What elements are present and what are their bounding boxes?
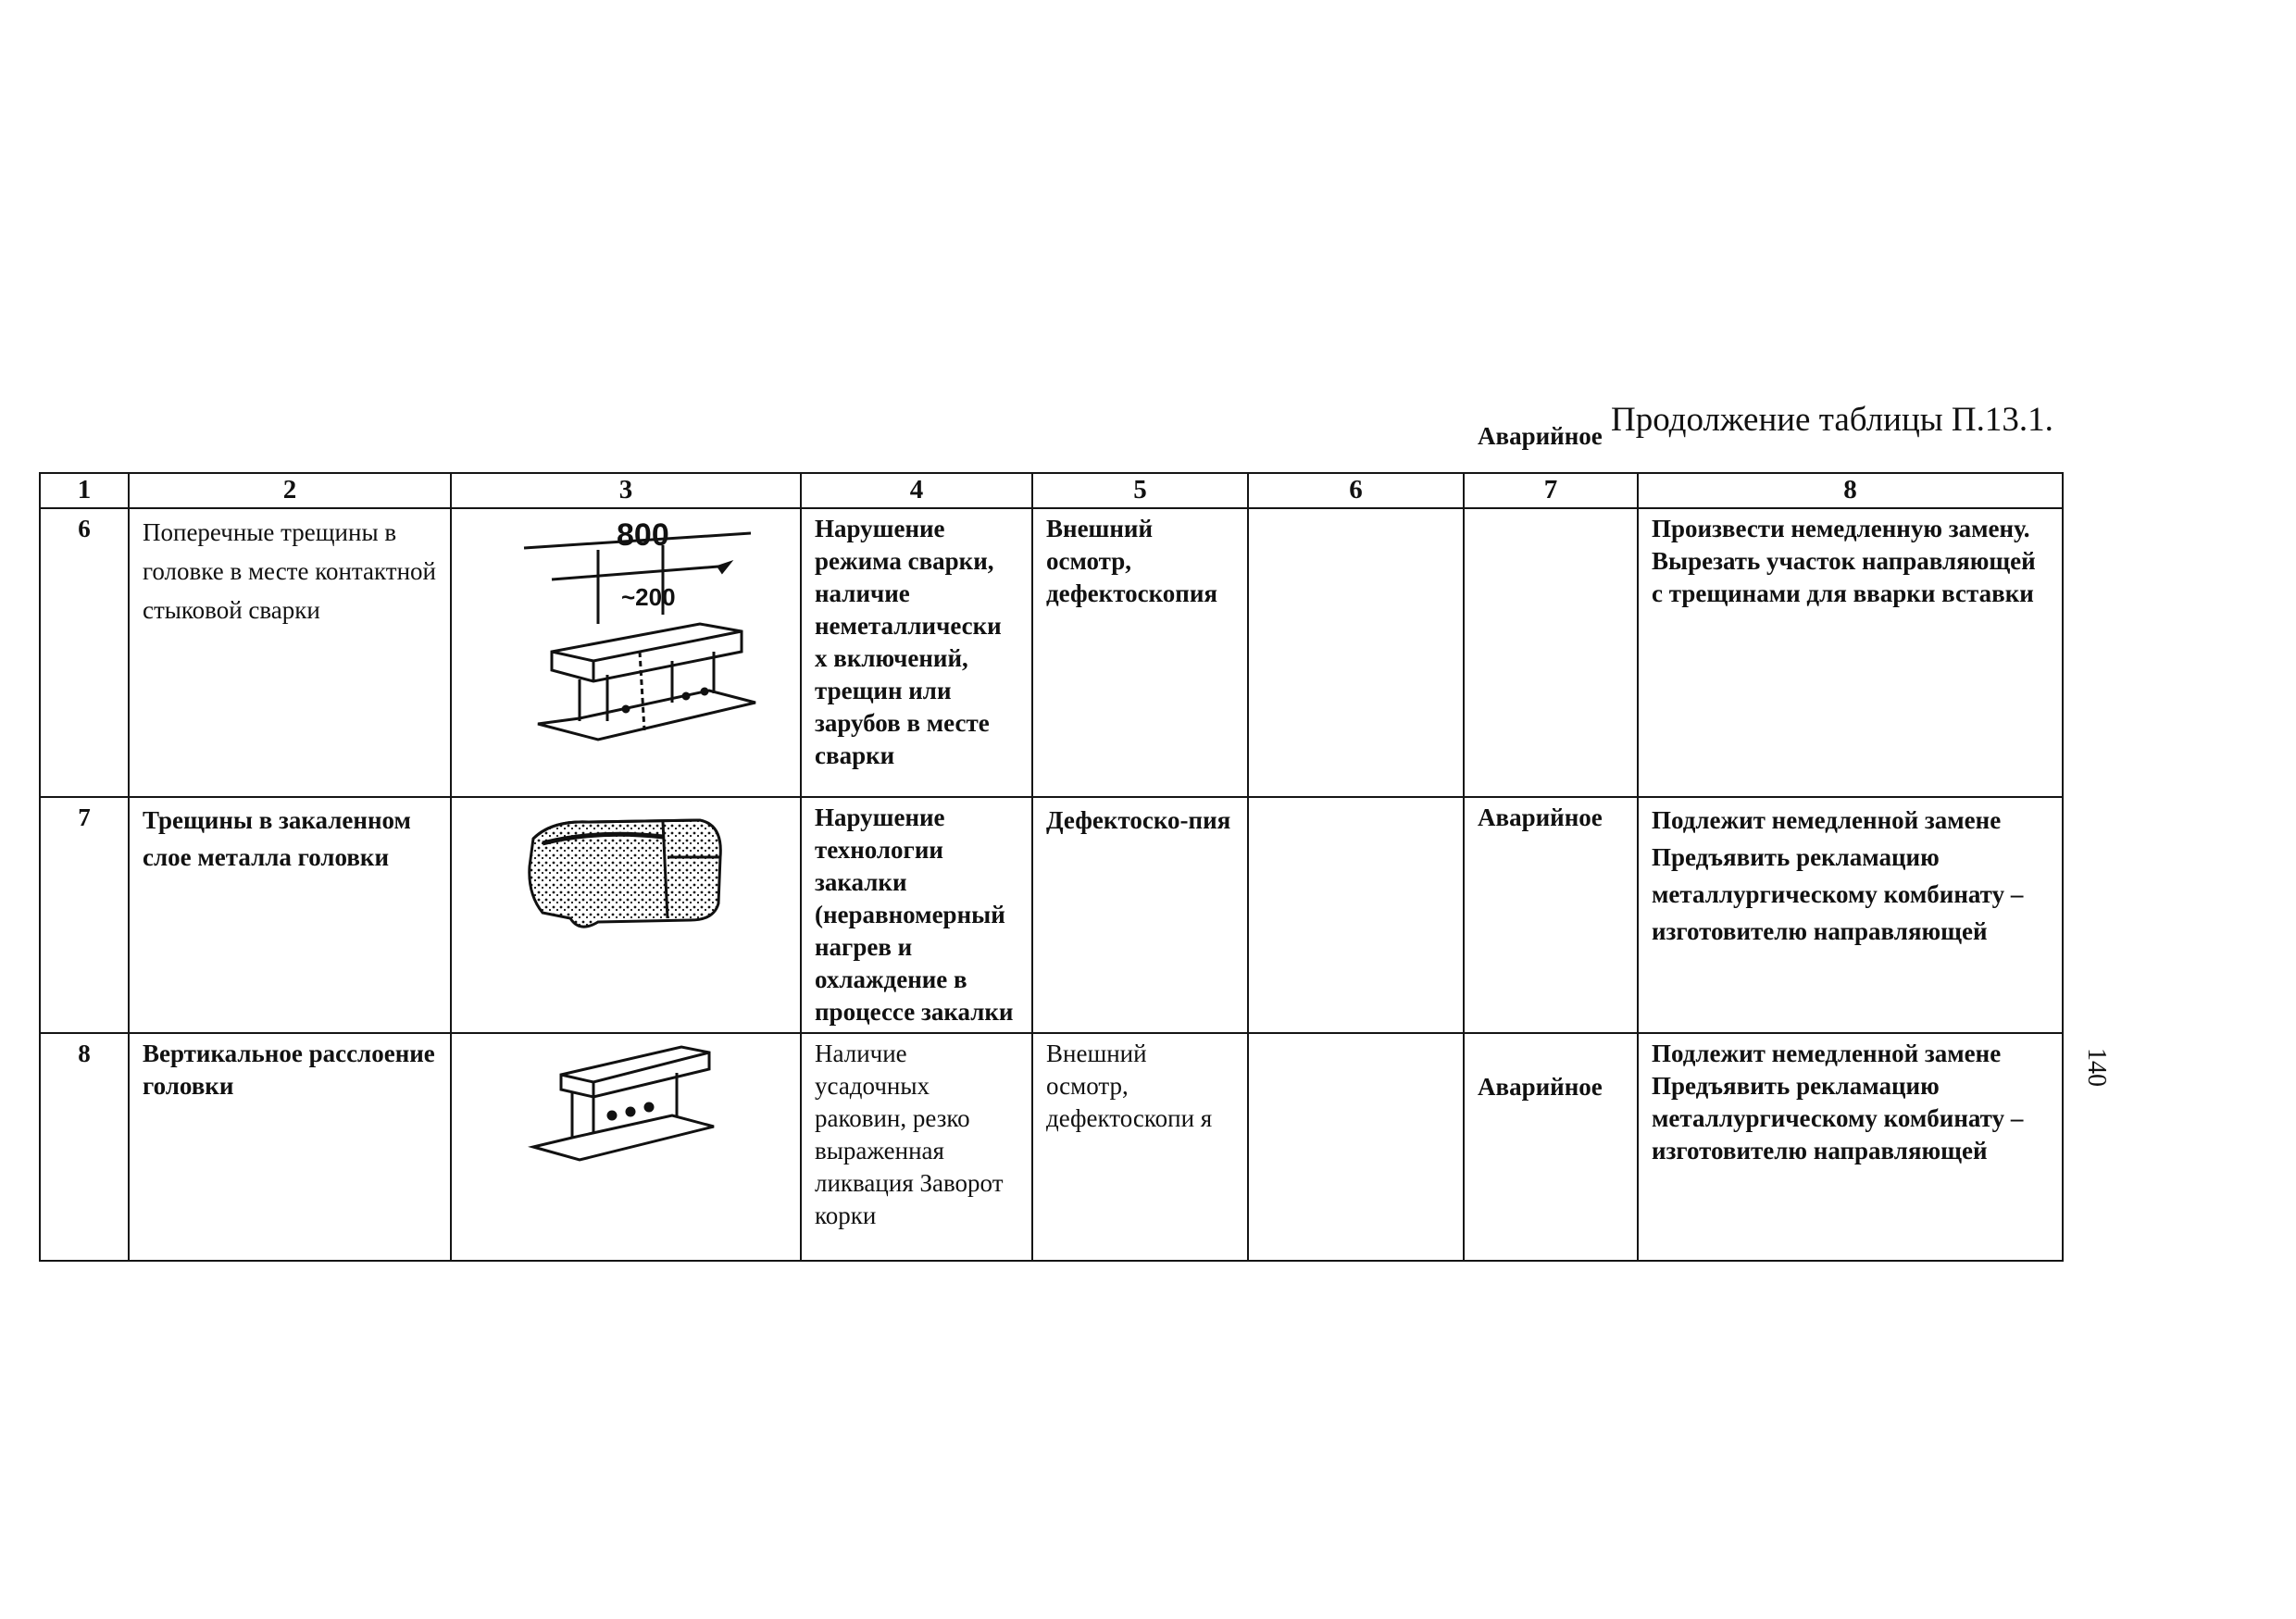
header-cell-1: 1 [40,473,129,508]
cause-cell: Нарушение технологии закалки (неравномерный нагрев и охлаждение в процессе закалки [801,797,1032,1033]
table-row [40,508,2063,797]
row-number: 8 [40,1033,129,1261]
column-6-cell [1248,797,1464,1033]
defect-description: Трещины в закаленном слое металла головки [129,797,451,1033]
row-number: 6 [40,508,129,797]
action-cell: Подлежит немедленной замене Предъявить рекламацию металлургическому комбинату –изготовителю направляющей [1638,797,2063,1033]
defect-image [451,1033,801,1261]
action-cell: Произвести немедленную замену. Вырезать участок направляющей с трещинами для вварки вставки [1638,508,2063,797]
page-number: 140 [2082,1048,2111,1087]
defect-image [451,508,801,797]
rail-segment-drawing-icon [524,1038,728,1177]
header-cell-3: 3 [451,473,801,508]
header-cell-5: 5 [1032,473,1248,508]
header-cell-6: 6 [1248,473,1464,508]
header-cell-8: 8 [1638,473,2063,508]
header-cell-2: 2 [129,473,451,508]
detection-cell: Внешний осмотр, дефектоскопи я [1032,1033,1248,1261]
detection-cell: Дефектоско-пия [1032,797,1248,1033]
cause-cell: Наличие усадочных раковин, резко выраженная ликвация Заворот корки [801,1033,1032,1261]
defect-description: Вертикальное расслоение головки [129,1033,451,1261]
table-row [40,1033,2063,1261]
table-row [40,797,2063,1033]
table-caption: Продолжение таблицы П.13.1. [1611,401,2053,439]
action-cell: Подлежит немедленной замене Предъявить рекламацию металлургическому комбинату –изготовителю направляющей [1638,1033,2063,1261]
header-row [40,473,2063,508]
hardened-head-cross-section-drawing-icon [515,802,737,940]
detection-cell: Внешний осмотр, дефектоскопия [1032,508,1248,797]
severity-cell: Аварийное [1464,797,1638,1033]
severity-cell: Аварийное [1464,1033,1638,1261]
column-6-cell [1248,1033,1464,1261]
header-cell-7: 7 [1464,473,1638,508]
cause-cell: Нарушение режима сварки, наличие неметаллически х включений, трещин или зарубов в месте сварки [801,508,1032,797]
defect-image [451,797,801,1033]
defects-table [39,422,2064,1262]
welded-rail-joint-drawing-icon [487,513,765,744]
dimension-label-800: 800 [617,517,669,553]
row-number: 7 [40,797,129,1033]
column-6-cell [1248,508,1464,797]
defect-description: Поперечные трещины в головке в месте контактной стыковой сварки [129,508,451,797]
dimension-label-200: ~200 [621,583,676,611]
header-cell-4: 4 [801,473,1032,508]
severity-cell: Аварийное [1464,508,1638,797]
